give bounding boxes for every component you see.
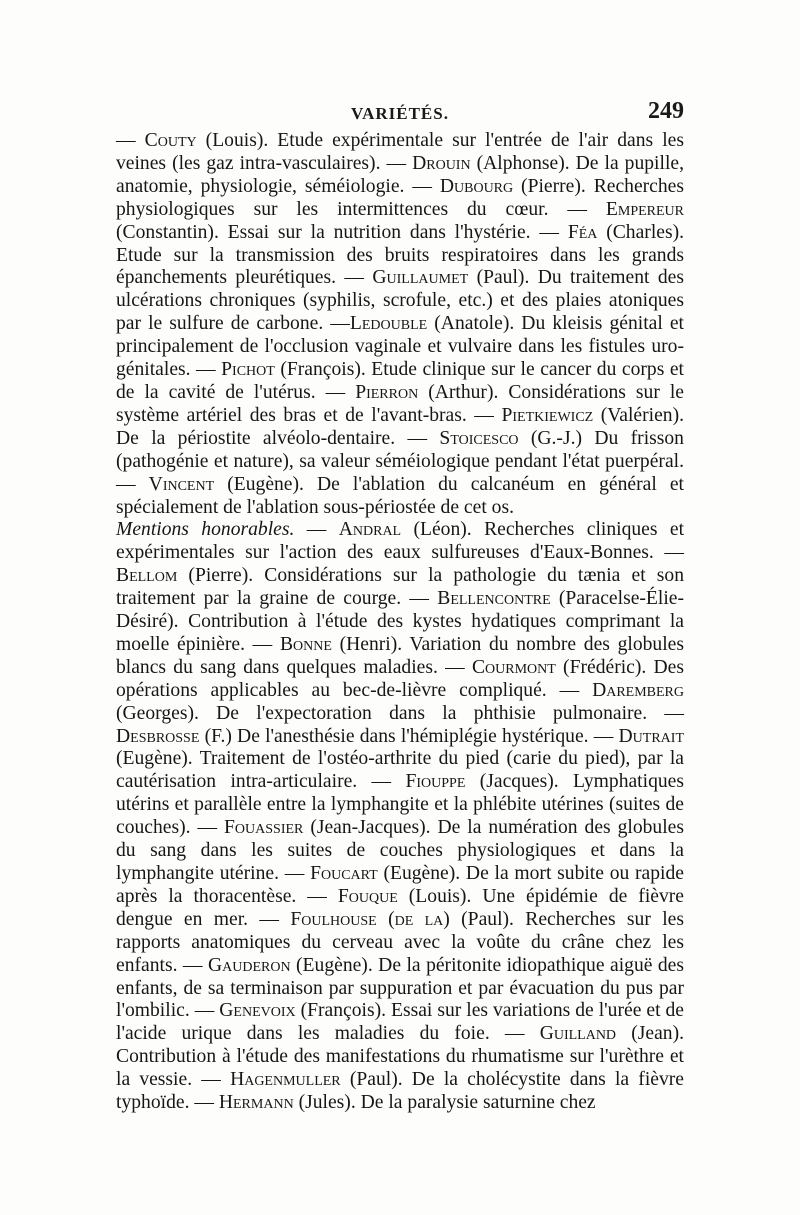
text-run: (Constantin). Essai sur la nutrition dans l'hystérie. — [116,221,568,243]
author-name: Dubourg [439,175,514,197]
author-name: Fiouppe [405,771,466,793]
running-head [116,98,684,128]
author-name: Pierron [355,381,419,403]
text-run: (G.-J.) Du frisson (pathogénie et nature), sa valeur séméiologique pendant l'état puerpéral. — [116,427,684,495]
text-run: (Paracelse-Élie-Désiré). Contribution à l'étude des kystes hydatiques comprimant la moelle épinière. — [116,588,684,655]
author-name: Empereur [605,198,684,220]
text-run: (Louis). Une épidémie de fièvre dengue en mer. — [116,885,684,930]
author-name: Stoicesco [439,427,519,449]
text-run: (Anatole). Du kleisis génital et principalement de l'occlusion vaginale et vulvaire dans les fistules uro-génitales. — [116,313,684,381]
section-label: Mentions honorables. [116,519,295,541]
author-name: Dutrait [618,725,684,747]
author-name: Fouque [337,885,398,907]
text-run: (Valérien). De la périostite alvéolo-dentaire. — [116,404,684,449]
author-name: Vincent [148,473,215,495]
text-run: — [294,519,339,541]
text-run: (Jacques). Lymphatiques utérins et parallèle entre la lymphangite et la phlébite utérines (suites de couches). — [116,771,684,839]
author-name: Foucart [310,863,378,884]
author-name: Gauderon [207,954,291,976]
running-title: VARIÉTÉS. [351,104,449,123]
text-run: (François). Etude clinique sur le cancer du corps et de la cavité de l'utérus. — [116,359,684,403]
author-name: Pichot [221,359,275,381]
author-name: Courmont [471,656,556,678]
author-name: Ledouble [349,313,428,335]
author-name: Guillaumet [372,267,469,289]
author-name: Foulhouse (de la) [290,908,450,930]
text-run: (Frédéric). Des opérations applicables au bec-de-lièvre compliqué. — [116,656,684,701]
author-name: Daremberg [592,679,684,701]
text-run: (Alphonse). De la pupille, anatomie, physiologie, séméiologie. — [116,152,684,197]
text-run: (Pierre). Considérations sur la pathologie du tænia et son traitement par la graine de courge. — [116,565,684,610]
paragraph-thesis-list [116,130,684,519]
text-run: (Paul). Du traitement des ulcérations chroniques (syphilis, scrofule, etc.) et des plaies atoniques par le sulfure de carbone. — [116,267,684,335]
text-run: (F.) De l'anesthésie dans l'hémiplégie hystérique. — [199,725,619,747]
author-name: Drouin [412,152,471,174]
author-name: Fouassier [224,817,304,839]
text-run: (Eugène). Traitement de l'ostéo-arthrite du pied (carie du pied), par la cautérisation intra-articulaire. — [116,748,684,793]
body-text [116,130,684,1115]
text-run: (Eugène). De l'ablation du calcanéum en général et spécialement de l'ablation sous-périostée de cet os. [116,473,684,518]
page-number: 249 [648,98,684,124]
author-name: Genevoix [219,1000,296,1022]
text-run: (Léon). Recherches cliniques et expérimentales sur l'action des eaux sulfureuses d'Eaux-Bonnes. — [116,519,685,564]
paragraph-honorable-mentions [116,519,684,1115]
text-run: (Jules). De la paralysie saturnine chez [293,1092,596,1114]
text-run: (Eugène). De la péritonite idiopathique aiguë des enfants, de sa terminaison par suppuration et par évacuation du pus par l'ombilic. — [116,954,685,1022]
text-run: (Paul). Recherches sur les rapports anatomiques du cerveau avec la voûte du crâne chez les enfants. — [116,908,685,976]
text-run: (Henri). Variation du nombre des globules blancs du sang dans quelques maladies. — [116,633,684,678]
author-name: Bellom [116,565,178,587]
text-run: — [116,130,145,151]
author-name: Bonne [279,633,332,655]
author-name: Bellencontre [437,588,551,610]
text-run: (Arthur). Considérations sur le système artériel des bras et de l'avant-bras. — [116,381,684,426]
author-name: Féa [567,221,598,243]
text-run: (François). Essai sur les variations de l'urée et de l'acide urique dans les maladies du foie. — [116,1000,684,1045]
text-run: (Eugène). De la mort subite ou rapide après la thoracentèse. — [116,863,684,907]
author-name: Guilland [539,1023,617,1045]
text-run: (Jean). Contribution à l'étude des manifestations du rhumatisme sur l'urèthre et la vessie. — [116,1023,684,1091]
author-name: Couty [144,130,197,151]
text-run: (Louis). Etude expérimentale sur l'entrée de l'air dans les veines (les gaz intra-vasculaires). — [116,130,684,174]
text-run: (Charles). Etude sur la transmission des bruits respiratoires dans les grands épanchements pleurétiques. — [116,221,685,289]
author-name: Pietkiewicz [501,404,594,426]
text-run: (Jean-Jacques). De la numération des globules du sang dans les suites de couches physiologiques et dans la lymphangite utérine. — [116,817,684,884]
author-name: Hagenmuller [230,1069,341,1091]
author-name: Andral [338,519,402,541]
text-run: (Paul). De la cholécystite dans la fièvre typhoïde. — [116,1069,684,1114]
author-name: Hermann [218,1092,294,1114]
text-run: (Georges). De l'expectoration dans la phthisie pulmonaire. — [116,702,684,724]
author-name: Desbrosse [116,725,200,747]
text-run: (Pierre). Recherches physiologiques sur les intermittences du cœur. — [116,175,684,220]
